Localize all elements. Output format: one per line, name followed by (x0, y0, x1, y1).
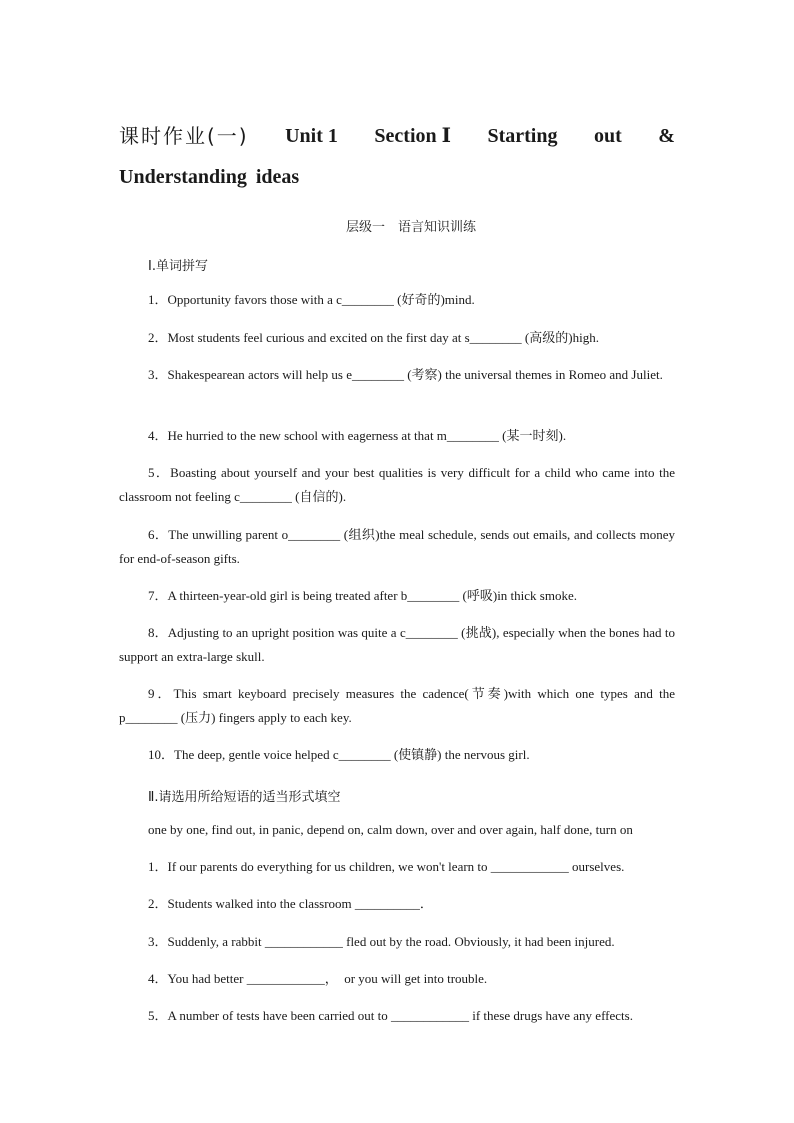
document-title-line2: Understanding ideas (119, 166, 300, 188)
title-ampersand: & (658, 125, 675, 147)
level-heading: 层级一 语言知识训练 (345, 220, 476, 235)
question: 8．Adjusting to an upright position was quite a c________ (挑战), especially when the bones had to support an extra-large skull. (119, 625, 675, 664)
phrase-bank: one by one, find out, in panic, depend on, calm down, over and over again, half done, turn on (148, 822, 633, 837)
title-unit: Unit 1 (285, 125, 338, 147)
question: 3．Shakespearean actors will help us e________ (考察) the universal themes in Romeo and Juliet. (148, 367, 663, 382)
question: 4．You had better ____________， or you will get into trouble. (148, 971, 488, 986)
question: 9．This smart keyboard precisely measures the cadence(节奏)with which one types and the p________ (压力) fingers apply to each key. (119, 686, 675, 725)
question: 10．The deep, gentle voice helped c________ (使镇静) the nervous girl. (148, 747, 530, 762)
question: 7．A thirteen-year-old girl is being treated after b________ (呼吸)in thick smoke. (148, 588, 577, 603)
document-title (119, 124, 675, 148)
question: 3．Suddenly, a rabbit ____________ fled out by the road. Obviously, it had been injured. (148, 934, 615, 949)
title-section: Section Ⅰ (374, 125, 451, 147)
question: 5．Boasting about yourself and your best qualities is very difficult for a child who came into the classroom not feeling c________ (自信的). (119, 465, 675, 504)
question: 2．Students walked into the classroom __________． (148, 896, 433, 911)
title-starting: Starting (487, 125, 558, 147)
question: 1．If our parents do everything for us children, we won't learn to ____________ ourselves. (148, 859, 625, 874)
title-out: out (593, 125, 622, 147)
question: 2．Most students feel curious and excited on the first day at s________ (高级的)high. (148, 330, 599, 345)
question: 1．Opportunity favors those with a c________ (好奇的)mind. (148, 292, 475, 307)
title-homework-label: 课时作业(一) (119, 124, 249, 148)
question: 6．The unwilling parent o________ (组织)the meal schedule, sends out emails, and collects money for end-of-season gifts. (119, 527, 675, 566)
question: 4．He hurried to the new school with eagerness at that m________ (某一时刻). (148, 428, 567, 443)
section2-heading: Ⅱ.请选用所给短语的适当形式填空 (148, 790, 341, 805)
question: 5．A number of tests have been carried out to ____________ if these drugs have any effects. (148, 1008, 633, 1023)
section1-heading: Ⅰ.单词拼写 (148, 259, 208, 274)
